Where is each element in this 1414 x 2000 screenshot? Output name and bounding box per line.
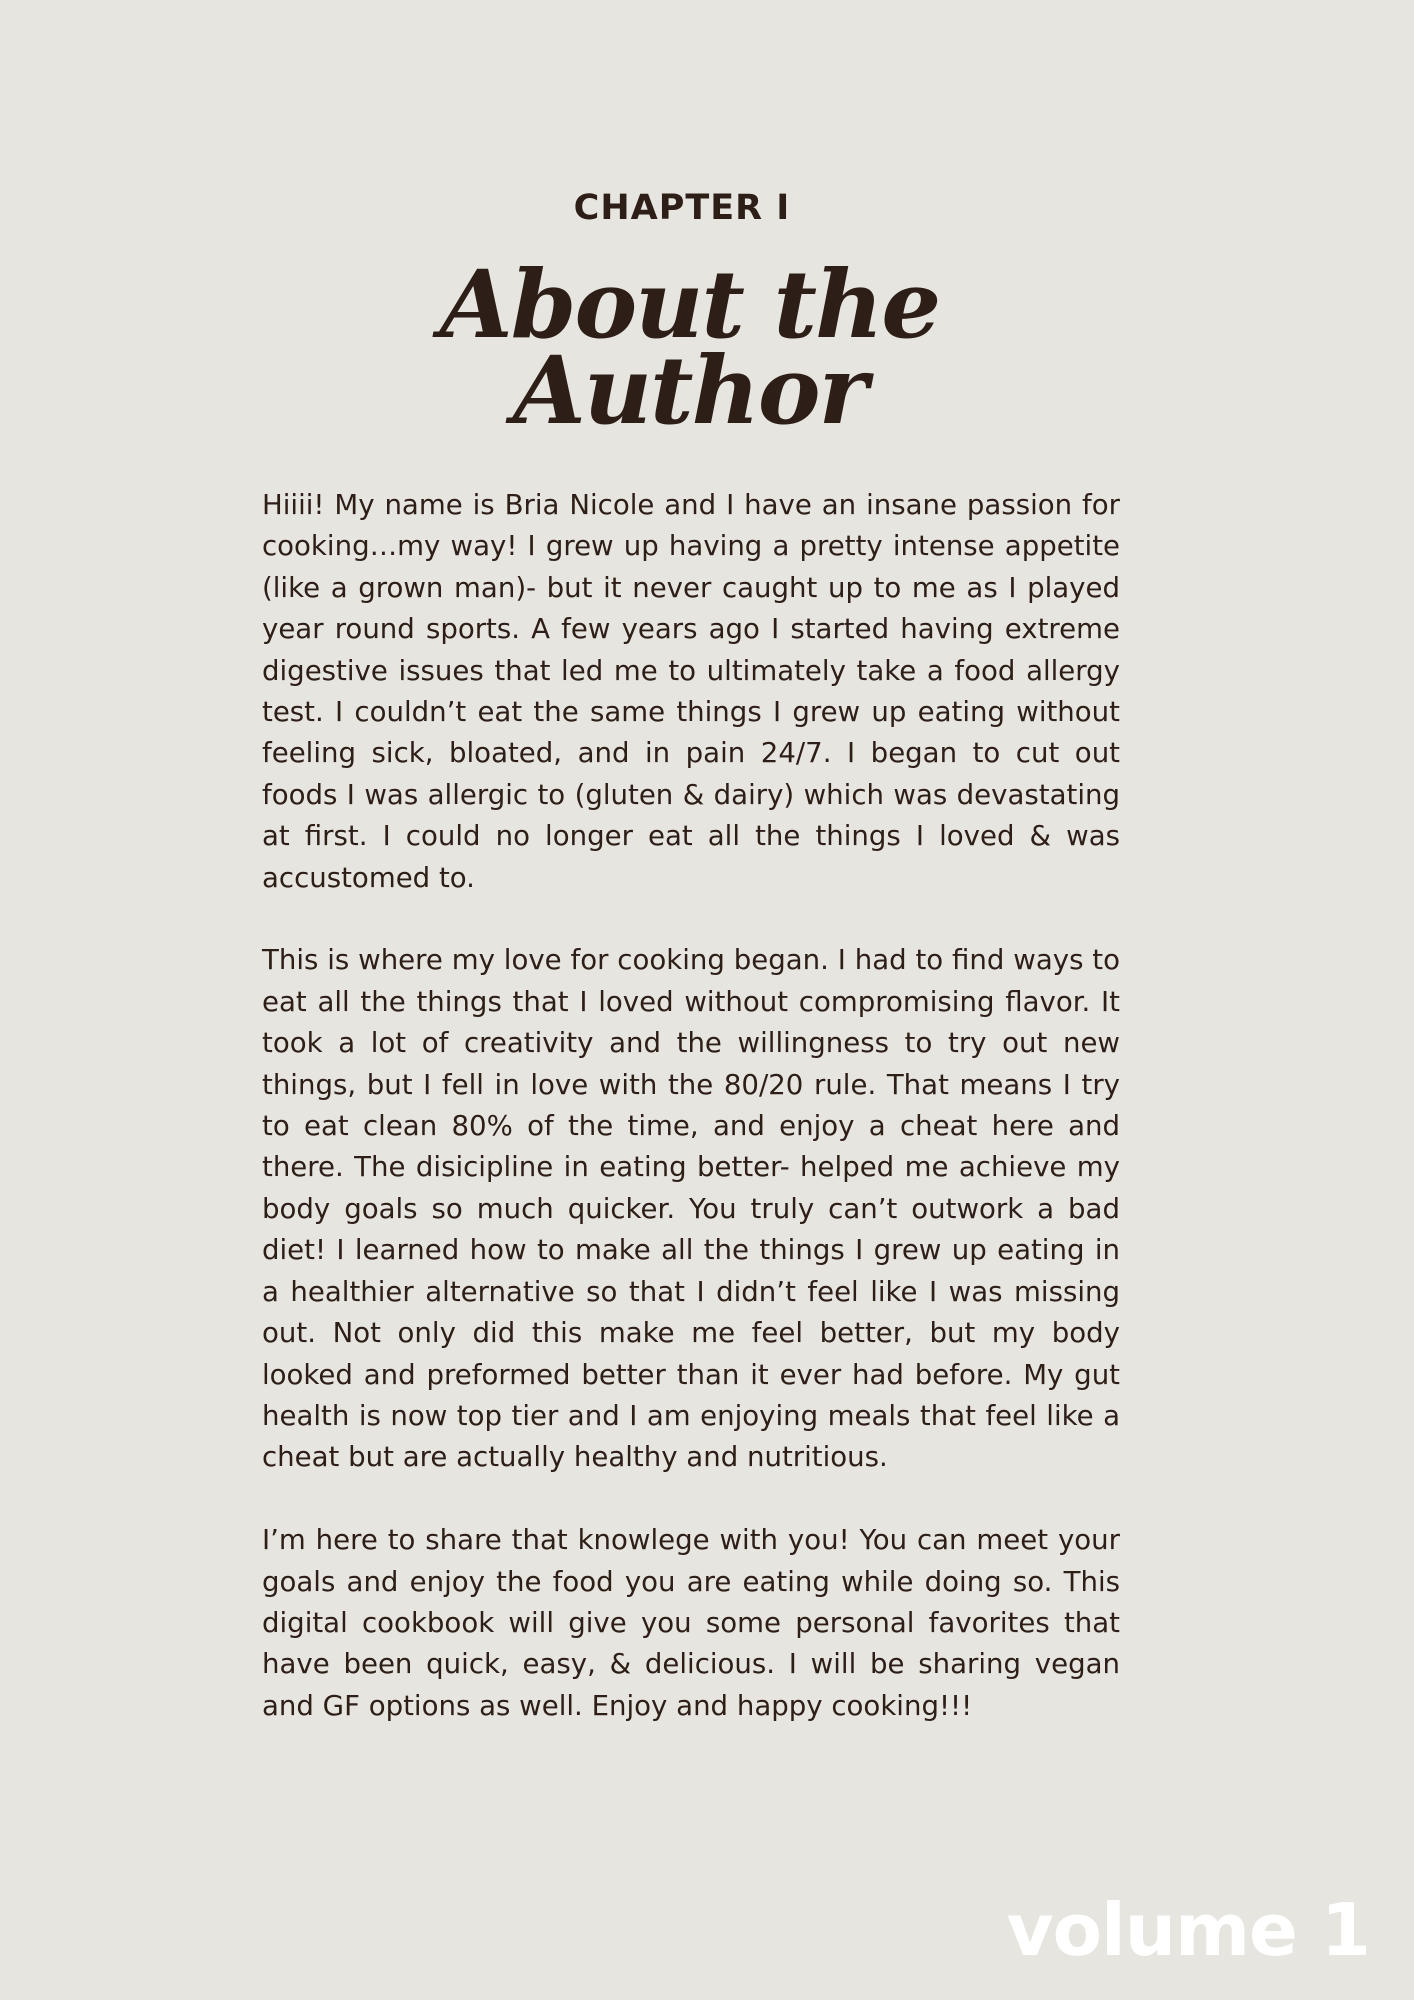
page-title [0,250,1379,446]
title-line-2: Author [512,336,867,446]
paragraph-2: This is where my love for cooking began. I had to find ways to eat all the things that I loved without compromising flavor. It took a lot of creativity and the willingness to try out new things, but I fell in love with the 80/20 rule. That means I try to eat clean 80% of the time, and enjoy a cheat here and there. The disicipline in eating better- helped me achieve my body goals so much quicker. You truly can’t outwork a bad diet! I learned how to make all the things I grew up eating in a healthier alternative so that I didn’t feel like I was missing out. Not only did this make me feel better, but my body looked and preformed better than it ever had before. My gut health is now top tier and I am enjoying meals that feel like a cheat but are actually healthy and nutritious. [262,943,1120,1474]
title-line-1: About the [439,250,940,360]
chapter-label: CHAPTER I [573,188,791,228]
paragraph-1: Hiiii! My name is Bria Nicole and I have an insane passion for cooking…my way! I grew up having a pretty intense appetite (like a grown man)- but it never caught up to me as I played year round sports. A few years ago I started having extreme digestive issues that led me to ultimately take a food allergy test. I couldn’t eat the same things I grew up eating without feeling sick, bloated, and in pain 24/7. I began to cut out foods I was allergic to (gluten & dairy) which was devastating at first. I could no longer eat all the things I loved & was accustomed to. [262,488,1120,894]
volume-label: volume 1 [1006,1888,1370,1972]
paragraph-3: I’m here to share that knowlege with you! You can meet your goals and enjoy the food you are eating while doing so. This digital cookbook will give you some personal favorites that have been quick, easy, & delicious. I will be sharing vegan and GF options as well. Enjoy and happy cooking!!! [262,1523,1120,1722]
body-text [262,484,1120,1726]
